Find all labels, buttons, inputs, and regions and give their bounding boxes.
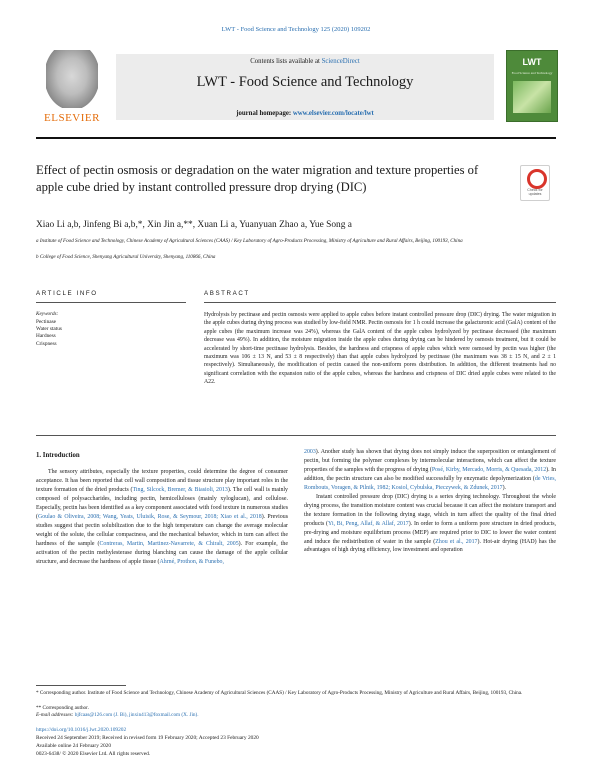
keyword-list bbox=[36, 319, 186, 348]
citation-link[interactable]: Zhou et al., 2017 bbox=[435, 538, 478, 545]
received-dates: Received 24 September 2019; Received in revised form 19 February 2020; Accepted 23 February 2020 bbox=[36, 735, 259, 741]
text-run: ). Previous studies suggest that pectin solubilization due to the high temperature can change the average molecular weight of the solute, the cellular compactness, and the mechanical behavior, which in turn can affect the hardness of the sample ( bbox=[36, 513, 288, 547]
elsevier-logo[interactable] bbox=[36, 48, 108, 128]
email-line bbox=[36, 712, 556, 719]
abstract-bottom-rule bbox=[36, 435, 556, 436]
available-online: Available online 24 February 2020 bbox=[36, 743, 112, 749]
citation-link[interactable]: Posé, Kirby, Mercado, Morris, & Quesada, 2012 bbox=[431, 466, 547, 473]
doi-link[interactable] bbox=[36, 727, 556, 734]
crossmark-icon bbox=[527, 169, 547, 189]
journal-homepage-link[interactable]: www.elsevier.com/locate/lwt bbox=[292, 110, 374, 117]
article-info-rule bbox=[36, 302, 186, 303]
corresponding-author-note: * Corresponding author. Institute of Food Science and Technology, Chinese Academy of Agricultural Sciences (CAAS) / Key Laboratory of Agro-Products Processing, Ministry of Agriculture and Rural Affairs, Beijing, 100193, China. bbox=[36, 690, 523, 696]
citation-link[interactable]: Ahrné, Prothon, & Funebo, bbox=[159, 558, 224, 565]
text-run: Instant controlled pressure drop (DIC) drying is a series drying technology. Throughout the whole drying process, the transition moisture content was crucial because it can affect the moisture transport and the texture formation in the following drying stage, which in turn affect the quality of the final dried products ( bbox=[304, 493, 556, 527]
email-addresses[interactable]: bjfcaas@126.com (J. Bi), jinxin413@foxmail.com (X. Jin). bbox=[74, 712, 199, 718]
citation-link[interactable]: Goulao & Oliveira, 2008; Wang, Yeats, Uluisik, Rose, & Seymour, 2018; Xiao et al., 2018 bbox=[37, 513, 262, 520]
text-run: ). bbox=[502, 484, 507, 491]
homepage-prefix: journal homepage: bbox=[236, 110, 293, 117]
masthead-banner bbox=[116, 54, 494, 120]
citation-link[interactable]: 2003 bbox=[304, 449, 316, 455]
masthead-divider bbox=[36, 137, 556, 139]
intro-paragraph bbox=[304, 493, 556, 556]
citation-link[interactable]: Contreras, Martin, Martinez-Navarrete, & Chiralt, 2005 bbox=[99, 540, 239, 547]
elsevier-wordmark: ELSEVIER bbox=[44, 112, 100, 124]
text-run: ). The cell wall is mainly composed of polysaccharides, including pectin, hemicelluloses (mainly xyloglucan), and cellulose. Especially, pectin has been identified as a key component associated with food texture in numerous studies ( bbox=[36, 486, 288, 520]
intro-paragraph bbox=[304, 448, 556, 493]
contents-prefix: Contents lists available at bbox=[250, 58, 322, 65]
email-label: E-mail addresses: bbox=[36, 712, 75, 718]
cover-image bbox=[513, 81, 551, 113]
elsevier-tree-logo-icon bbox=[46, 50, 98, 108]
text-run: ). In order to form a uniform pore structure in dried products, pre-drying and moisture equilibrium process (MEP) are required prior to DIC to lower the water content and induce the redistribution of water in the sample ( bbox=[304, 520, 556, 545]
journal-reference[interactable]: LWT - Food Science and Technology 125 (2020) 109202 bbox=[221, 26, 371, 33]
cover-subtitle: Food Science and Technology bbox=[511, 71, 553, 75]
text-run: ). In addition, the pectin structure can also be modified successfully by enzymatic depolymerization ( bbox=[304, 466, 556, 482]
author-list: Xiao Li a,b, Jinfeng Bi a,b,*, Xin Jin a,**, Xuan Li a, Yuanyuan Zhao a, Yue Song a bbox=[36, 220, 352, 230]
keyword-item: Hardness bbox=[36, 333, 56, 340]
citation-link[interactable]: Yi, Bi, Peng, Allaf, & Allaf, 2017 bbox=[328, 520, 409, 527]
affiliation-b: b College of Food Science, Shenyang Agricultural University, Shenyang, 110866, China bbox=[36, 254, 216, 260]
article-info-heading: ARTICLE INFO bbox=[36, 290, 98, 297]
journal-homepage-line bbox=[116, 110, 494, 117]
abstract-text: Hydrolysis by pectinase and pectin osmosis were applied to apple cubes before instant controlled pressure drop (DIC) drying. The water migration in the apple cubes during drying process was studied by low-field NMR. Pectin osmosis for 1 h could increase the galacturonic acid (GalA) content of the apple cubes (the maximum increase was 24%), whereas the GalA content of the apple cubes hydrolyzed by pectinase decreased (the maximum decrease was 49%). In addition, the moisture migration inside the apple cubes during drying can be hindered by osmosis treatment, but it could be accelerated by short-time pectinase hydrolysis. Besides, the hardness and crispness of apple cubes which were osmosed by pectin was higher (the maximum was 106 ± 13 N, and 53 ± 8 respectively) than that apple cubes hydrolyzed by pectinase (the maximum was 38 ± 15 N, and 2 ± 1 respectively). Simultaneously, the modification of pectin caused the non-uniform pores distribution. In addition, the different treatments had no significant correlation with the expansion ratio of the apple cubes, whereas the hardness and crispness of DIC dried apple cubes were related to the A22. bbox=[204, 312, 556, 386]
contents-line bbox=[116, 58, 494, 65]
text-run: The sensory attributes, especially the texture properties, could determine the degree of consumer acceptance. It has been reported that cell wall composition and tissue structure play important roles in the texture formation of the dried products ( bbox=[36, 469, 288, 493]
copyright-line: 0023-6438/ © 2020 Elsevier Ltd. All rights reserved. bbox=[36, 751, 151, 757]
abstract-rule bbox=[204, 302, 556, 303]
keyword-item: Crispness bbox=[36, 340, 57, 347]
citation-link[interactable]: Ting, Silcock, Bremer, & Biasioli, 2013 bbox=[132, 486, 228, 493]
keyword-item: Pectinase bbox=[36, 319, 57, 325]
intro-paragraph bbox=[36, 468, 288, 566]
journal-cover-thumbnail[interactable] bbox=[506, 50, 558, 122]
text-run: ). Hot-air drying (HAD) has the advantages of high drying efficiency, low investment and operation bbox=[304, 538, 557, 554]
citation-link[interactable]: de Vries, Rombouts, Voragen, & Pilnik, 1982; Kosiol, Cybulska, Pieczywek, & Zdunek, 2017 bbox=[304, 475, 556, 491]
text-run: ). Another study has shown that drying does not simply induce the superposition or entanglement of pectin, but forming the polymer complexes by intermolecular interactions, which can affect the texture properties of the samples with the progress of drying ( bbox=[304, 449, 556, 473]
intro-left-column bbox=[36, 468, 288, 566]
crossmark-label: Check for updates bbox=[527, 188, 543, 196]
footnote-rule bbox=[36, 685, 126, 686]
keywords-label: Keywords: bbox=[36, 311, 59, 317]
abstract-heading: ABSTRACT bbox=[204, 290, 250, 297]
journal-masthead bbox=[36, 48, 556, 130]
article-title: Effect of pectin osmosis or degradation on the water migration and texture properties of apple cube dried by instant controlled pressure drop drying (DIC) bbox=[36, 163, 479, 194]
crossmark-badge[interactable] bbox=[520, 165, 550, 201]
doi-url[interactable]: https://doi.org/10.1016/j.lwt.2020.109202 bbox=[36, 727, 127, 733]
text-run: ). For example, the activation of the pectin methylesterase during blanching can cause the damage of the apple cellular structure, and decrease the hardness of apple tissue ( bbox=[36, 540, 288, 565]
second-corresponding-note: ** Corresponding author. bbox=[36, 705, 89, 711]
intro-right-column bbox=[304, 448, 556, 555]
sciencedirect-link[interactable]: ScienceDirect bbox=[321, 58, 360, 65]
introduction-heading: 1. Introduction bbox=[36, 452, 80, 459]
keyword-item: Water status bbox=[36, 326, 62, 333]
cover-title: LWT bbox=[522, 57, 542, 67]
affiliation-a: a Institute of Food Science and Technology, Chinese Academy of Agricultural Sciences (CAAS) / Key Laboratory of Agro-Products Processing, Ministry of Agriculture and Rural Affairs, Beijing, 100193, China bbox=[36, 238, 463, 244]
journal-title: LWT - Food Science and Technology bbox=[196, 74, 414, 90]
